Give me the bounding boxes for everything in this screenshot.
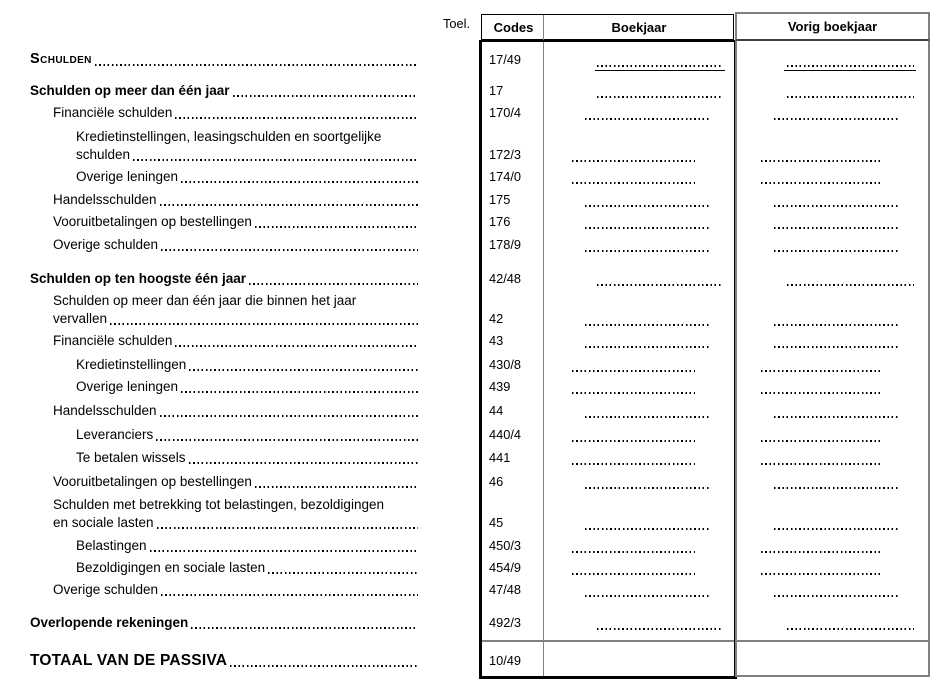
table-row — [76, 449, 418, 466]
row-code: 450/3 — [489, 538, 522, 553]
boekjaar-placeholder-dots — [597, 284, 723, 286]
dotted-leader — [249, 283, 418, 285]
vorig-boekjaar-placeholder-dots — [761, 551, 883, 553]
row-code: 172/3 — [489, 147, 522, 162]
dotted-leader — [133, 159, 418, 161]
table-row — [53, 236, 418, 253]
row-label: Vooruitbetalingen op bestellingen — [53, 474, 252, 489]
dotted-leader — [189, 369, 418, 371]
table-row — [53, 332, 418, 349]
row-code: 17 — [489, 83, 504, 98]
dotted-leader — [233, 95, 418, 97]
boekjaar-placeholder-dots — [597, 96, 723, 98]
row-code: 42 — [489, 311, 504, 326]
row-label: Financiële schulden — [53, 333, 173, 348]
row-label: Schulden — [30, 51, 92, 67]
row-code: 492/3 — [489, 615, 522, 630]
row-label: Overlopende rekeningen — [30, 615, 189, 630]
dotted-leader — [161, 594, 418, 596]
row-code: 45 — [489, 515, 504, 530]
row-code: 441 — [489, 450, 511, 465]
vorig-boekjaar-placeholder-dots — [787, 96, 914, 98]
dotted-leader — [175, 117, 418, 119]
row-label: Overige leningen — [76, 169, 179, 184]
table-row — [30, 270, 418, 287]
boekjaar-placeholder-dots — [585, 250, 711, 252]
dotted-leader — [181, 181, 418, 183]
vorig-boekjaar-placeholder-dots — [761, 392, 883, 394]
dotted-leader — [191, 627, 418, 629]
vorig-boekjaar-placeholder-dots — [761, 182, 883, 184]
row-label: Bezoldigingen en sociale lasten — [76, 560, 266, 575]
vorig-boekjaar-placeholder-dots — [787, 284, 914, 286]
table-row — [53, 310, 418, 327]
row-label: vervallen — [53, 311, 108, 326]
row-code: 170/4 — [489, 105, 522, 120]
row-label: Overige leningen — [76, 379, 179, 394]
dotted-leader — [268, 572, 418, 574]
vorig-boekjaar-placeholder-dots — [761, 160, 883, 162]
table-row — [76, 559, 418, 576]
row-label: TOTAAL VAN DE PASSIVA — [30, 652, 228, 669]
boekjaar-column-header: Boekjaar — [611, 19, 667, 35]
table-row — [53, 402, 418, 419]
table-row — [53, 473, 418, 490]
dotted-leader — [157, 527, 418, 529]
vorig-boekjaar-placeholder-dots — [787, 65, 914, 67]
dotted-leader — [160, 415, 418, 417]
row-label: Overige schulden — [53, 237, 159, 252]
table-row — [53, 213, 418, 230]
vorig-boekjaar-placeholder-dots — [761, 370, 883, 372]
vorig-boekjaar-placeholder-dots — [774, 528, 899, 530]
boekjaar-placeholder-dots — [597, 628, 723, 630]
boekjaar-placeholder-dots — [585, 416, 711, 418]
row-code: 430/8 — [489, 357, 522, 372]
boekjaar-placeholder-dots — [585, 487, 711, 489]
row-code: 46 — [489, 474, 504, 489]
row-label-line1: Schulden op meer dan één jaar die binnen het jaar — [53, 293, 357, 308]
table-row — [30, 614, 418, 631]
boekjaar-total-underline — [595, 70, 725, 71]
row-label: Overige schulden — [53, 582, 159, 597]
dotted-leader — [95, 64, 418, 66]
boekjaar-placeholder-dots — [572, 573, 695, 575]
table-row — [30, 652, 418, 669]
row-label: schulden — [76, 147, 131, 162]
boekjaar-placeholder-dots — [572, 370, 695, 372]
row-label: Kredietinstellingen — [76, 357, 187, 372]
boekjaar-placeholder-dots — [585, 595, 711, 597]
dotted-leader — [110, 323, 418, 325]
boekjaar-placeholder-dots — [585, 227, 711, 229]
row-code: 43 — [489, 333, 504, 348]
boekjaar-placeholder-dots — [585, 528, 711, 530]
boekjaar-placeholder-dots — [572, 551, 695, 553]
vorig-boekjaar-placeholder-dots — [774, 227, 899, 229]
row-code: 175 — [489, 192, 511, 207]
row-code: 42/48 — [489, 271, 522, 286]
table-row — [53, 104, 418, 121]
row-code: 17/49 — [489, 52, 522, 67]
dotted-leader — [160, 204, 418, 206]
row-label: Belastingen — [76, 538, 147, 553]
table-row — [53, 514, 418, 531]
vorig-boekjaar-placeholder-dots — [774, 118, 899, 120]
table-row — [53, 581, 418, 598]
toel-column-header: Toel. — [442, 16, 470, 31]
table-row — [53, 191, 418, 208]
vorig-boekjaar-placeholder-dots — [774, 324, 899, 326]
vorig-boekjaar-placeholder-dots — [787, 628, 914, 630]
vorig-boekjaar-placeholder-dots — [774, 250, 899, 252]
dotted-leader — [255, 226, 418, 228]
vorig-boekjaar-placeholder-dots — [761, 463, 883, 465]
boekjaar-placeholder-dots — [572, 392, 695, 394]
dotted-leader — [156, 439, 418, 441]
row-label: en sociale lasten — [53, 515, 154, 530]
table-row — [76, 168, 418, 185]
row-label: Financiële schulden — [53, 105, 173, 120]
dotted-leader — [175, 345, 418, 347]
row-label-line1: Schulden met betrekking tot belastingen, bezoldigingen — [53, 497, 384, 512]
table-row — [76, 146, 418, 163]
row-code: 440/4 — [489, 427, 522, 442]
vorig-boekjaar-placeholder-dots — [774, 416, 899, 418]
vorig-boekjaar-total-underline — [784, 70, 916, 71]
table-row — [76, 426, 418, 443]
boekjaar-placeholder-dots — [597, 65, 723, 67]
row-code: 439 — [489, 379, 511, 394]
row-label-line1: Kredietinstellingen, leasingschulden en soortgelijke — [76, 129, 382, 144]
table-header-left — [481, 14, 734, 40]
boekjaar-placeholder-dots — [585, 324, 711, 326]
vorig-boekjaar-placeholder-dots — [774, 205, 899, 207]
vorig-boekjaar-placeholder-dots — [774, 346, 899, 348]
boekjaar-placeholder-dots — [585, 346, 711, 348]
table-row — [76, 378, 418, 395]
boekjaar-placeholder-dots — [572, 160, 695, 162]
vorig-boekjaar-placeholder-dots — [761, 440, 883, 442]
row-code: 454/9 — [489, 560, 522, 575]
row-label: Handelsschulden — [53, 403, 157, 418]
boekjaar-placeholder-dots — [572, 440, 695, 442]
boekjaar-placeholder-dots — [585, 205, 711, 207]
row-label: Schulden op ten hoogste één jaar — [30, 271, 247, 286]
row-code: 178/9 — [489, 237, 522, 252]
table-row — [30, 82, 418, 99]
table-row — [76, 537, 418, 554]
vorig-boekjaar-column-header: Vorig boekjaar — [735, 12, 930, 40]
row-code: 47/48 — [489, 582, 522, 597]
vorig-boekjaar-placeholder-dots — [761, 573, 883, 575]
boekjaar-placeholder-dots — [572, 182, 695, 184]
vorig-boekjaar-placeholder-dots — [774, 595, 899, 597]
dotted-leader — [150, 550, 418, 552]
dotted-leader — [181, 391, 418, 393]
dotted-leader — [189, 462, 418, 464]
row-label: Handelsschulden — [53, 192, 157, 207]
codes-column-header: Codes — [493, 19, 534, 35]
row-code: 174/0 — [489, 169, 522, 184]
vorig-boekjaar-body-box — [735, 40, 930, 677]
row-label: Vooruitbetalingen op bestellingen — [53, 214, 252, 229]
row-code: 176 — [489, 214, 511, 229]
row-label: Leveranciers — [76, 427, 154, 442]
boekjaar-placeholder-dots — [572, 463, 695, 465]
row-code: 10/49 — [489, 653, 522, 668]
table-row — [76, 356, 418, 373]
row-code: 44 — [489, 403, 504, 418]
row-label: Te betalen wissels — [76, 450, 186, 465]
dotted-leader — [230, 665, 418, 667]
boekjaar-placeholder-dots — [585, 118, 711, 120]
dotted-leader — [161, 249, 418, 251]
row-label: Schulden op meer dan één jaar — [30, 83, 230, 98]
table-row — [30, 51, 418, 68]
dotted-leader — [255, 486, 418, 488]
vorig-boekjaar-placeholder-dots — [774, 487, 899, 489]
